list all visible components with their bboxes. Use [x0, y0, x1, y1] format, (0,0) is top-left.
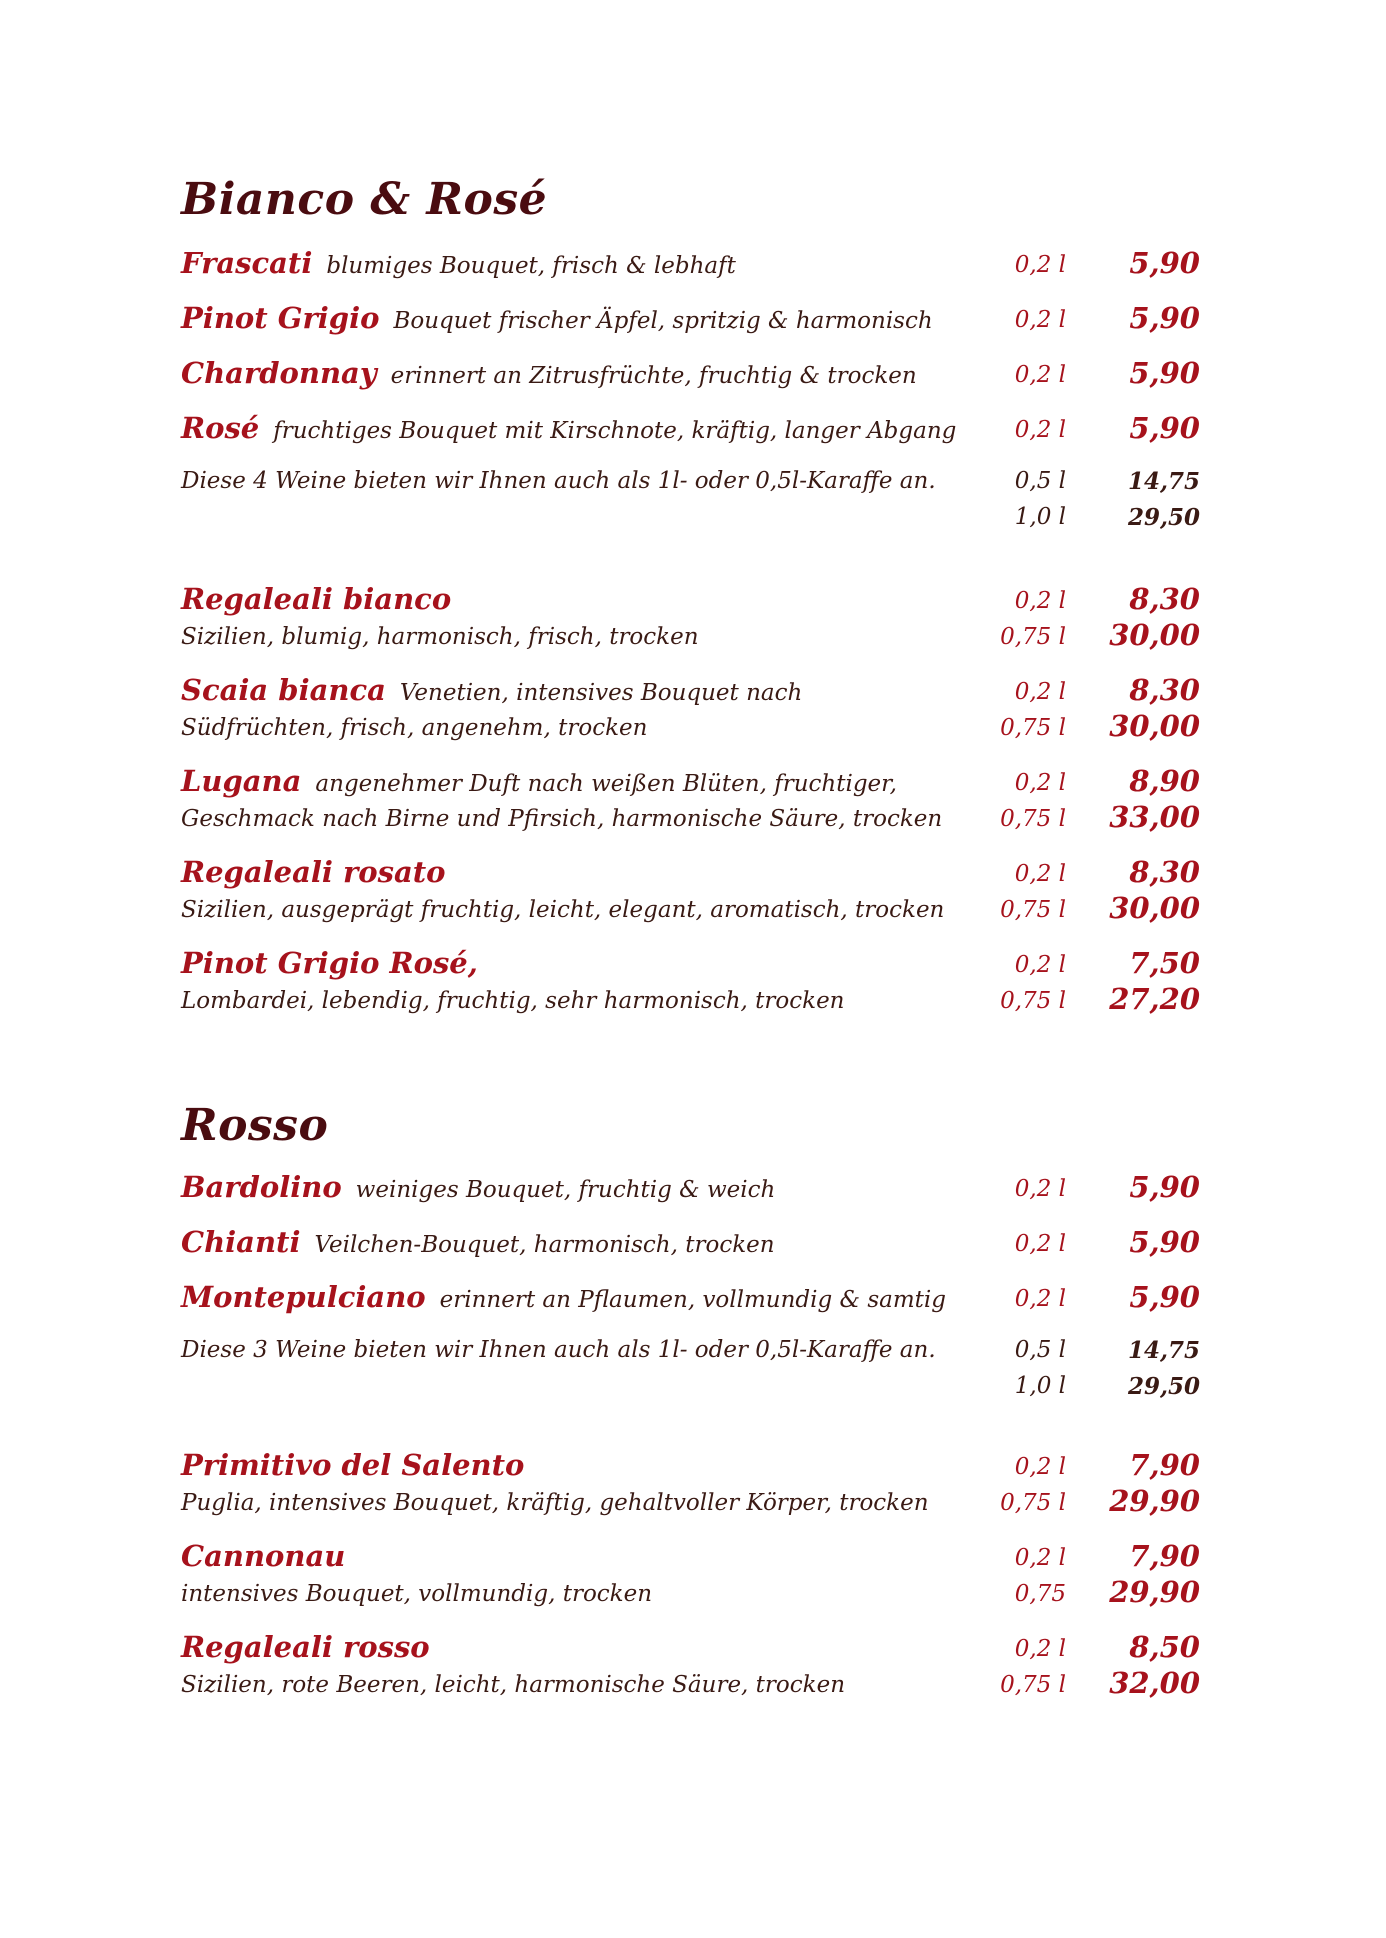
wine-price: 8,50	[1129, 1630, 1200, 1664]
wine-price: 30,00	[1109, 891, 1200, 925]
wine-description: erinnert an Zitrusfrüchte, fruchtig & trocken	[390, 363, 917, 389]
wine-price: 30,00	[1109, 618, 1200, 652]
wine-name: Montepulciano erinnert an Pflaumen, vollmundig & samtig	[181, 1280, 946, 1314]
wine-name: Scaia bianca Venetien, intensives Bouquet nach	[181, 673, 803, 707]
wine-name: Regaleali bianco	[181, 582, 452, 616]
wine-price: 29,90	[1109, 1484, 1200, 1518]
wine-entry-rose	[0, 411, 1386, 451]
wine-price: 5,90	[1129, 1280, 1200, 1314]
wine-description: Sizilien, rote Beeren, leicht, harmonische Säure, trocken	[181, 1672, 846, 1698]
wine-description: erinnert an Pflaumen, vollmundig & samtig	[439, 1287, 946, 1313]
wine-description: Veilchen-Bouquet, harmonisch, trocken	[314, 1232, 775, 1258]
wine-price: 30,00	[1109, 709, 1200, 743]
wine-name: Regaleali rosato	[181, 855, 446, 889]
wine-volume: 0,75 l	[1000, 806, 1066, 832]
wine-description: Venetien, intensives Bouquet nach	[399, 680, 803, 706]
wine-description: Lombardei, lebendig, fruchtig, sehr harmonisch, trocken	[181, 988, 845, 1014]
wine-volume: 0,75	[1014, 1581, 1066, 1607]
wine-entry-frascati	[0, 246, 1386, 286]
wine-name: Pinot Grigio Rosé,	[181, 946, 478, 980]
wine-description: weiniges Bouquet, fruchtig & weich	[355, 1177, 776, 1203]
wine-description: Geschmack nach Birne und Pfirsich, harmonische Säure, trocken	[181, 806, 943, 832]
wine-price: 8,90	[1129, 764, 1200, 798]
wine-price: 33,00	[1109, 800, 1200, 834]
wine-name: Regaleali rosso	[181, 1630, 430, 1664]
wine-volume: 0,2 l	[1014, 770, 1066, 796]
wine-name: Pinot Grigio Bouquet frischer Äpfel, spritzig & harmonisch	[181, 301, 933, 335]
wine-volume: 0,2 l	[1014, 1286, 1066, 1312]
wine-volume: 0,2 l	[1014, 417, 1066, 443]
wine-volume: 0,2 l	[1014, 1545, 1066, 1571]
carafe-offer	[0, 1337, 1386, 1377]
wine-price: 7,90	[1129, 1448, 1200, 1482]
wine-price: 5,90	[1129, 246, 1200, 280]
wine-price: 8,30	[1129, 582, 1200, 616]
wine-price: 8,30	[1129, 673, 1200, 707]
carafe-price: 14,75	[1127, 468, 1200, 495]
wine-volume: 0,75 l	[1000, 897, 1066, 923]
carafe-note: Diese 3 Weine bieten wir Ihnen auch als 1l- oder 0,5l-Karaffe an.	[181, 1337, 936, 1363]
wine-volume: 0,2 l	[1014, 252, 1066, 278]
wine-name: Rosé fruchtiges Bouquet mit Kirschnote, kräftig, langer Abgang	[181, 411, 957, 445]
carafe-price: 29,50	[1127, 1373, 1200, 1400]
wine-description: intensives Bouquet, vollmundig, trocken	[181, 1581, 653, 1607]
carafe-offer	[0, 468, 1386, 508]
wine-volume: 0,2 l	[1014, 1636, 1066, 1662]
wine-entry-chardonnay	[0, 356, 1386, 396]
wine-volume: 0,75 l	[1000, 1490, 1066, 1516]
wine-entry-pinot-grigio	[0, 301, 1386, 341]
wine-volume: 0,2 l	[1014, 307, 1066, 333]
wine-volume: 0,2 l	[1014, 861, 1066, 887]
carafe-note: Diese 4 Weine bieten wir Ihnen auch als 1l- oder 0,5l-Karaffe an.	[181, 468, 936, 494]
wine-volume: 0,2 l	[1014, 362, 1066, 388]
wine-price: 5,90	[1129, 1170, 1200, 1204]
wine-description: Sizilien, ausgeprägt fruchtig, leicht, elegant, aromatisch, trocken	[181, 897, 945, 923]
wine-volume: 0,2 l	[1014, 952, 1066, 978]
wine-name: Frascati blumiges Bouquet, frisch & lebhaft	[181, 246, 736, 280]
wine-description: Südfrüchten, frisch, angenehm, trocken	[181, 715, 648, 741]
wine-price: 7,50	[1129, 946, 1200, 980]
wine-entry-montepulciano	[0, 1280, 1386, 1320]
carafe-offer-large	[0, 1373, 1386, 1413]
wine-volume: 0,75 l	[1000, 1672, 1066, 1698]
wine-volume: 0,2 l	[1014, 679, 1066, 705]
wine-price: 5,90	[1129, 356, 1200, 390]
wine-name: Primitivo del Salento	[181, 1448, 525, 1482]
wine-name: Lugana angenehmer Duft nach weißen Blüten, fruchtiger,	[181, 764, 897, 798]
wine-entry-chianti	[0, 1225, 1386, 1265]
wine-description: Bouquet frischer Äpfel, spritzig & harmonisch	[393, 308, 933, 334]
wine-price: 7,90	[1129, 1539, 1200, 1573]
wine-description: blumiges Bouquet, frisch & lebhaft	[326, 253, 736, 279]
wine-description: Puglia, intensives Bouquet, kräftig, gehaltvoller Körper, trocken	[181, 1490, 929, 1516]
carafe-offer-large	[0, 504, 1386, 544]
carafe-volume: 0,5 l	[1014, 1337, 1066, 1363]
wine-name: Chianti Veilchen-Bouquet, harmonisch, trocken	[181, 1225, 775, 1259]
wine-name: Chardonnay erinnert an Zitrusfrüchte, fruchtig & trocken	[181, 356, 917, 390]
carafe-volume: 1,0 l	[1014, 504, 1066, 530]
wine-price: 32,00	[1109, 1666, 1200, 1700]
wine-description: Sizilien, blumig, harmonisch, frisch, trocken	[181, 624, 699, 650]
wine-price: 5,90	[1129, 1225, 1200, 1259]
carafe-volume: 0,5 l	[1014, 468, 1066, 494]
section-title: Bianco & Rosé	[181, 174, 548, 225]
wine-volume: 0,75 l	[1000, 988, 1066, 1014]
section-title: Rosso	[181, 1100, 329, 1151]
wine-volume: 0,2 l	[1014, 1176, 1066, 1202]
wine-volume: 0,2 l	[1014, 1231, 1066, 1257]
wine-name: Cannonau	[181, 1539, 346, 1573]
carafe-price: 29,50	[1127, 504, 1200, 531]
wine-price: 5,90	[1129, 301, 1200, 335]
wine-name: Bardolino weiniges Bouquet, fruchtig & weich	[181, 1170, 776, 1204]
wine-price: 27,20	[1109, 982, 1200, 1016]
carafe-price: 14,75	[1127, 1337, 1200, 1364]
wine-price: 8,30	[1129, 855, 1200, 889]
wine-volume: 0,75 l	[1000, 715, 1066, 741]
wine-description: fruchtiges Bouquet mit Kirschnote, kräftig, langer Abgang	[273, 418, 957, 444]
carafe-volume: 1,0 l	[1014, 1373, 1066, 1399]
wine-volume: 0,75 l	[1000, 624, 1066, 650]
wine-volume: 0,2 l	[1014, 588, 1066, 614]
wine-entry-bardolino	[0, 1170, 1386, 1210]
wine-price: 5,90	[1129, 411, 1200, 445]
wine-description: angenehmer Duft nach weißen Blüten, fruchtiger,	[315, 771, 897, 797]
wine-volume: 0,2 l	[1014, 1454, 1066, 1480]
wine-price: 29,90	[1109, 1575, 1200, 1609]
